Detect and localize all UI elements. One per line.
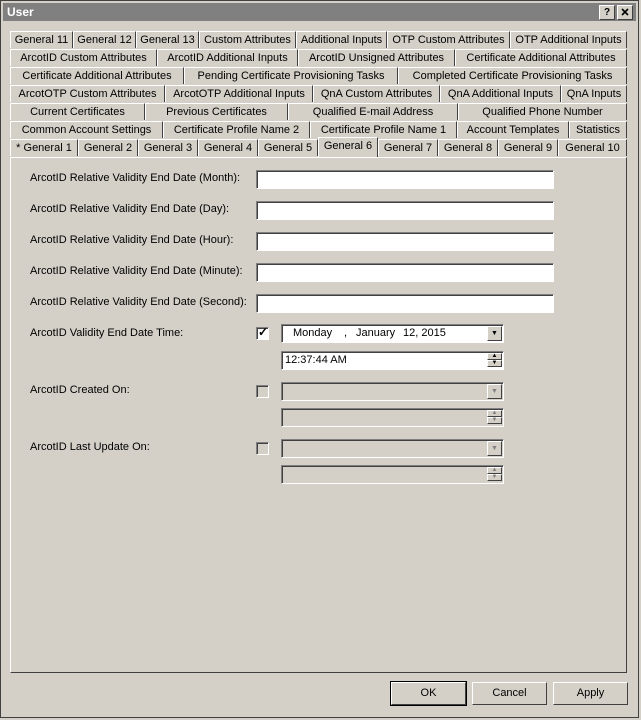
spin-buttons [487, 467, 502, 482]
tab-general-3[interactable]: General 3 [138, 139, 198, 156]
close-icon [621, 8, 629, 16]
tab-general-8[interactable]: General 8 [438, 139, 498, 156]
general-6-form [10, 157, 627, 673]
tab-arcotid-unsigned-attributes[interactable]: ArcotID Unsigned Attributes [298, 49, 455, 66]
tab-statistics[interactable]: Statistics [569, 121, 627, 138]
month-label: ArcotID Relative Validity End Date (Month): [30, 172, 241, 184]
tab-previous-certificates[interactable]: Previous Certificates [145, 103, 288, 120]
second-label: ArcotID Relative Validity End Date (Second): [30, 296, 247, 308]
created-on-label: ArcotID Created On: [30, 384, 130, 396]
tab-general-4[interactable]: General 4 [198, 139, 258, 156]
spin-buttons [487, 410, 502, 425]
tab-qna-custom-attributes[interactable]: QnA Custom Attributes [313, 85, 440, 102]
last-update-label: ArcotID Last Update On: [30, 441, 150, 453]
tab-general-2[interactable]: General 2 [78, 139, 138, 156]
tab-arcototp-custom-attributes[interactable]: ArcotOTP Custom Attributes [10, 85, 165, 102]
chevron-down-icon[interactable]: ▼ [487, 326, 502, 341]
spin-up-icon: ▲ [487, 467, 502, 474]
tab-row [10, 31, 627, 49]
minute-input[interactable] [256, 263, 554, 282]
ok-button[interactable]: OK [391, 682, 466, 705]
validity-end-label: ArcotID Validity End Date Time: [30, 327, 184, 339]
created-on-date-picker [281, 382, 504, 401]
tab-common-account-settings[interactable]: Common Account Settings [10, 121, 163, 138]
tab-arcotid-additional-inputs[interactable]: ArcotID Additional Inputs [157, 49, 298, 66]
tab-additional-inputs[interactable]: Additional Inputs [296, 31, 387, 48]
tab-qna-additional-inputs[interactable]: QnA Additional Inputs [440, 85, 561, 102]
tab-general-11[interactable]: General 11 [10, 31, 73, 48]
created-on-checkbox[interactable] [256, 385, 269, 398]
tab-certificate-profile-name-2[interactable]: Certificate Profile Name 2 [163, 121, 310, 138]
tab-pending-certificate-provisioning-tasks[interactable]: Pending Certificate Provisioning Tasks [184, 67, 398, 84]
tab-general-7[interactable]: General 7 [378, 139, 438, 156]
tab-otp-custom-attributes[interactable]: OTP Custom Attributes [387, 31, 510, 48]
tab-completed-certificate-provisioning-tasks[interactable]: Completed Certificate Provisioning Tasks [398, 67, 627, 84]
spin-down-icon: ▼ [487, 417, 502, 424]
tab-otp-additional-inputs[interactable]: OTP Additional Inputs [510, 31, 627, 48]
tab-arcototp-additional-inputs[interactable]: ArcotOTP Additional Inputs [165, 85, 313, 102]
tab-general-10[interactable]: General 10 [558, 139, 627, 156]
spin-up-icon: ▲ [487, 410, 502, 417]
tab-qualified-e-mail-address[interactable]: Qualified E-mail Address [288, 103, 458, 120]
tab-general-12[interactable]: General 12 [73, 31, 136, 48]
tab-qna-inputs[interactable]: QnA Inputs [561, 85, 627, 102]
hour-label: ArcotID Relative Validity End Date (Hour): [30, 234, 234, 246]
created-on-time-spinner [281, 408, 504, 427]
second-input[interactable] [256, 294, 554, 313]
validity-end-checkbox[interactable] [256, 327, 269, 340]
tab-certificate-additional-attributes[interactable]: Certificate Additional Attributes [10, 67, 184, 84]
tab-arcotid-custom-attributes[interactable]: ArcotID Custom Attributes [10, 49, 157, 66]
tab-general-13[interactable]: General 13 [136, 31, 199, 48]
spin-down-icon[interactable]: ▼ [487, 360, 502, 367]
tab-general-6[interactable]: General 6 [318, 137, 378, 157]
tab-general-5[interactable]: General 5 [258, 139, 318, 156]
tab-qualified-phone-number[interactable]: Qualified Phone Number [458, 103, 627, 120]
tab-general-1[interactable]: * General 1 [10, 139, 78, 156]
window-title: User [7, 5, 34, 19]
tab-custom-attributes[interactable]: Custom Attributes [199, 31, 296, 48]
close-button[interactable] [617, 5, 633, 20]
cancel-button[interactable]: Cancel [472, 682, 547, 705]
tab-row [10, 49, 627, 67]
day-label: ArcotID Relative Validity End Date (Day): [30, 203, 230, 215]
spin-buttons[interactable] [487, 353, 502, 368]
chevron-down-icon: ▼ [487, 384, 502, 399]
last-update-date-picker [281, 439, 504, 458]
tab-row [10, 139, 627, 157]
tab-row [10, 85, 627, 103]
hour-input[interactable] [256, 232, 554, 251]
tab-account-templates[interactable]: Account Templates [457, 121, 569, 138]
spin-down-icon: ▼ [487, 474, 502, 481]
help-button[interactable]: ? [599, 5, 615, 20]
tab-certificate-profile-name-1[interactable]: Certificate Profile Name 1 [310, 121, 457, 138]
tab-current-certificates[interactable]: Current Certificates [10, 103, 145, 120]
last-update-checkbox[interactable] [256, 442, 269, 455]
day-input[interactable] [256, 201, 554, 220]
tab-row [10, 67, 627, 85]
validity-end-time-spinner[interactable]: 12:37:44 AM ▲ ▼ [281, 351, 504, 370]
last-update-time-spinner [281, 465, 504, 484]
spin-up-icon[interactable]: ▲ [487, 353, 502, 360]
validity-end-date-picker[interactable]: Monday , January 12, 2015 ▼ [281, 324, 504, 343]
checkmark-icon: ✓ [258, 325, 269, 339]
minute-label: ArcotID Relative Validity End Date (Minute): [30, 265, 243, 277]
chevron-down-icon: ▼ [487, 441, 502, 456]
tab-general-9[interactable]: General 9 [498, 139, 558, 156]
tab-row [10, 103, 627, 121]
apply-button[interactable]: Apply [553, 682, 628, 705]
month-input[interactable] [256, 170, 554, 189]
tab-certificate-additional-attributes[interactable]: Certificate Additional Attributes [455, 49, 627, 66]
title-bar [3, 3, 636, 21]
